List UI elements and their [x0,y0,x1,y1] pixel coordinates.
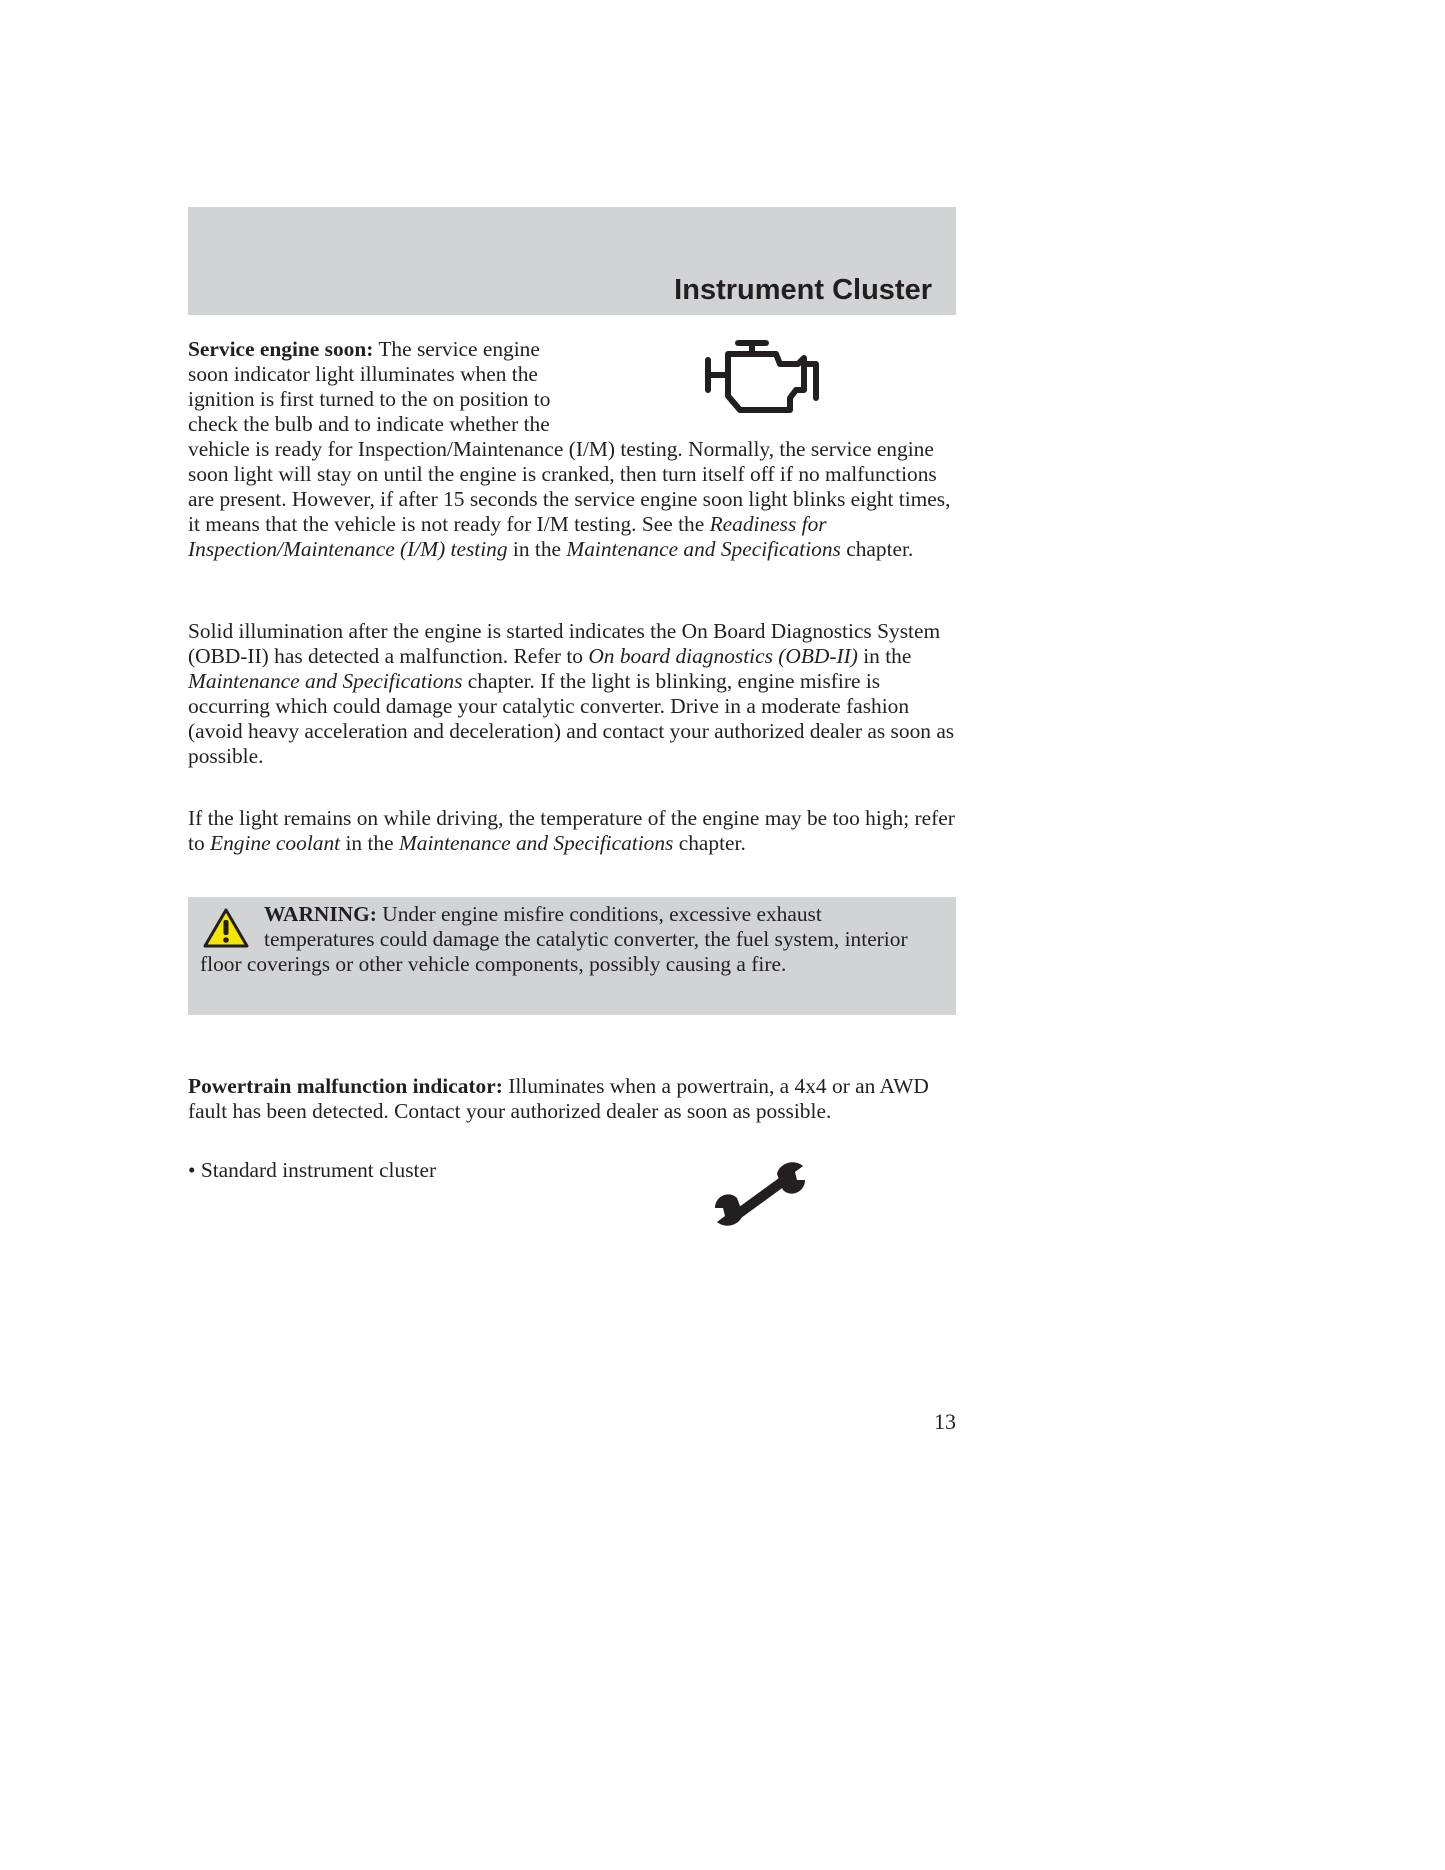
paragraph-text: in the [507,537,567,561]
powertrain-heading: Powertrain malfunction indicator: [188,1074,503,1098]
chapter-title: Instrument Cluster [674,274,932,306]
service-engine-paragraph-3 [188,806,956,856]
paragraph-text: chapter. [673,831,746,855]
paragraph-text: The service engine soon indicator light illuminates when the ignition is first turned to the on position to check the bulb and to indicate whether the vehicle is ready for Inspection/Maintenance (I/M) testing. Normally, the service engine soon light will stay on until the engine is cranked, then turn itself off if no malfunctions are present. However, if after 15 seconds the service engine soon light blinks eight times, it means that the vehicle is not ready for I/M testing. See the [188,337,951,536]
paragraph-text: Illuminates when a powertrain, a 4x4 or an AWD fault has been detected. Contact your authorized dealer as soon as possible. [188,1074,929,1123]
paragraph-text: Solid illumination after the engine is started indicates the On Board Diagnostics System (OBD-II) has detected a malfunction. Refer to [188,619,941,668]
cross-reference: Maintenance and Specifications [188,669,463,693]
page-number: 13 [934,1409,956,1434]
cross-reference: Maintenance and Specifications [566,537,841,561]
warning-line-1: Under engine misfire conditions, excessive exhaust [376,902,822,926]
chapter-header-band [188,207,956,315]
icon-spacer [566,337,956,437]
paragraph-text: chapter. If the light is blinking, engine misfire is occurring which could damage your catalytic converter. Drive in a moderate fashion (avoid heavy acceleration and deceleration) and contact your authorized dealer as soon as possible. [188,669,955,768]
paragraph-text: in the [857,644,912,668]
service-engine-heading: Service engine soon: [188,337,374,361]
wrench-icon [705,1160,809,1232]
paragraph-text: If the light remains on while driving, the temperature of the engine may be too high; refer to [188,806,955,855]
warning-text [200,902,940,977]
cross-reference: Readiness for Inspection/Maintenance (I/M) testing [188,512,827,561]
warning-box [188,897,956,1015]
service-engine-paragraph-2 [188,619,956,769]
paragraph-text: in the [340,831,399,855]
service-engine-paragraph-1 [188,337,956,562]
cross-reference: On board diagnostics (OBD-II) [588,644,858,668]
warning-line-2: temperatures could damage the catalytic converter, the fuel system, interior floor coverings or other vehicle components, possibly causing a fire. [200,927,908,976]
paragraph-text: chapter. [840,537,914,561]
warning-label: WARNING: [264,902,377,926]
bullet-item: • Standard instrument cluster [188,1158,437,1182]
cross-reference: Engine coolant [210,831,341,855]
powertrain-paragraph [188,1074,956,1124]
cross-reference: Maintenance and Specifications [398,831,674,855]
